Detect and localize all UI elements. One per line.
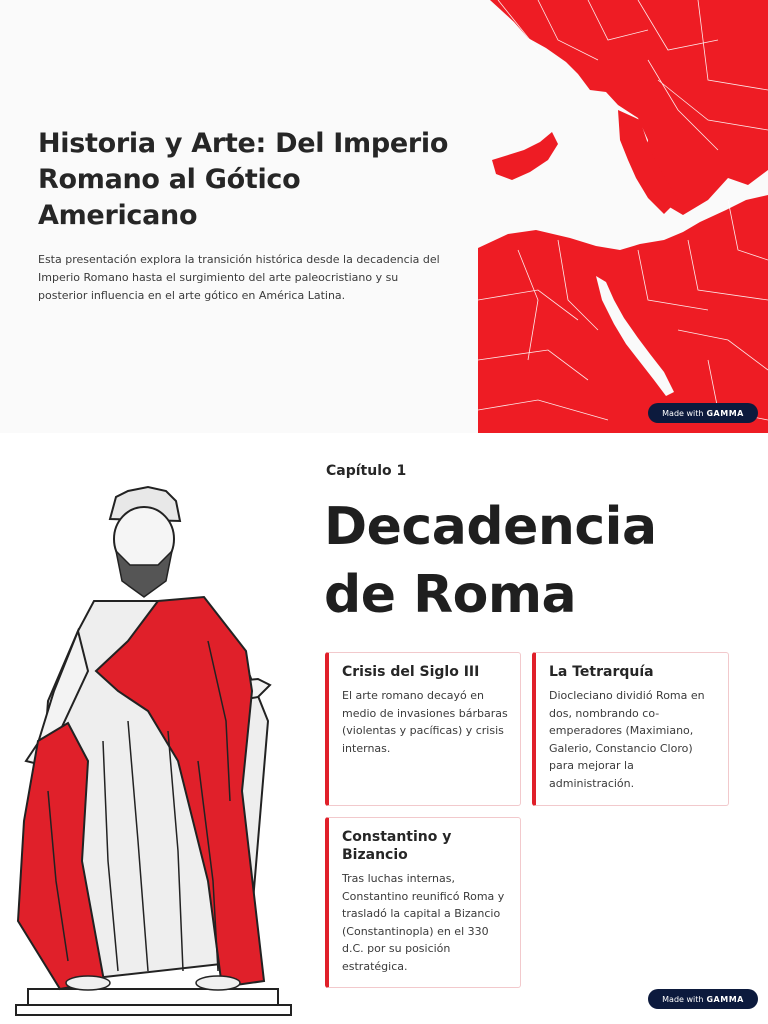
section-title: Decadencia de Roma (324, 497, 657, 625)
card-title: Crisis del Siglo III (342, 664, 480, 680)
badge-brand: GAMMA (706, 408, 744, 418)
card-body: Diocleciano dividió Roma en dos, nombrando co-emperadores (Maximiano, Galerio, Constancio Cloro) para mejorar la administración. (549, 689, 705, 790)
badge-prefix: Made with (662, 408, 704, 418)
presentation-title: Historia y Arte: Del Imperio Romano al Gótico Americano (38, 128, 449, 231)
roman-emperor-statue-image (8, 461, 300, 1019)
card-tetrarquia (532, 652, 729, 806)
card-body: El arte romano decayó en medio de invasiones bárbaras (violentas y pacíficas) y crisis internas. (342, 689, 508, 755)
title-slide (0, 0, 768, 433)
badge-brand: GAMMA (706, 994, 744, 1004)
card-title: Constantino y Bizancio (342, 829, 452, 863)
card-crisis-siglo-iii (325, 652, 521, 806)
badge-prefix: Made with (662, 994, 704, 1004)
chapter-slide (0, 433, 768, 1024)
card-body: Tras luchas internas, Constantino reunificó Roma y trasladó la capital a Bizancio (Constantinopla) en el 330 d.C. por su posición estratégica. (342, 872, 505, 973)
made-with-gamma-badge[interactable] (648, 403, 758, 423)
mediterranean-map-image (478, 0, 768, 433)
chapter-label: Capítulo 1 (326, 463, 407, 479)
made-with-gamma-badge[interactable] (648, 989, 758, 1009)
card-constantino-bizancio (325, 817, 521, 988)
card-title: La Tetrarquía (549, 664, 654, 680)
presentation-description: Esta presentación explora la transición histórica desde la decadencia del Imperio Romano hasta el surgimiento del arte paleocristiano y su posterior influencia en el arte gótico en América Latina. (38, 253, 440, 302)
